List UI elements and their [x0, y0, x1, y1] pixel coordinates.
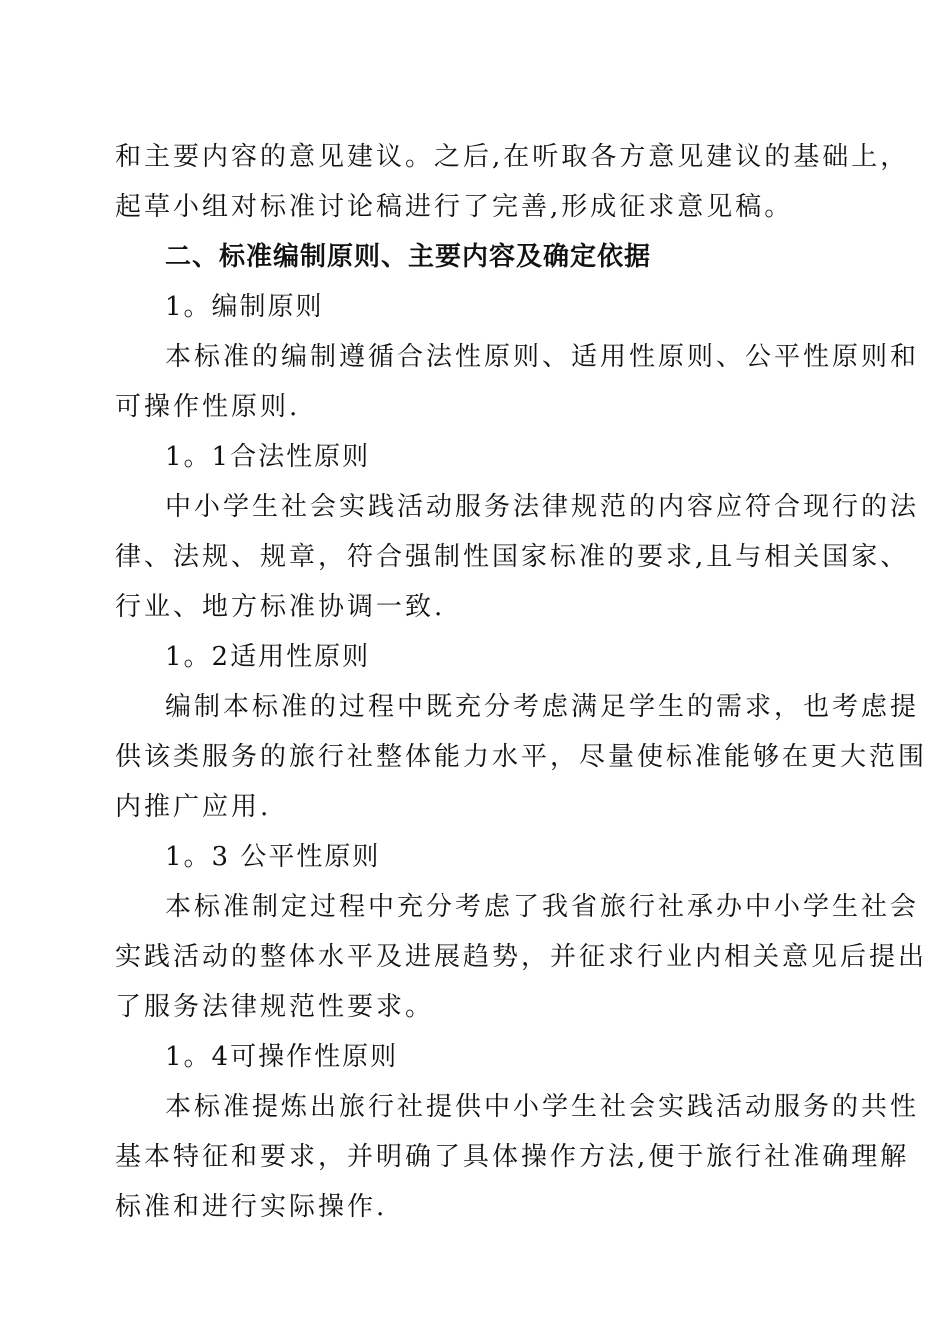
- subsection-heading: 1。编制原则: [165, 292, 324, 322]
- body-text-line: 内推广应用.: [115, 792, 272, 822]
- body-text-line: 中小学生社会实践活动服务法律规范的内容应符合现行的法: [165, 492, 920, 522]
- subsection-heading: 1。1合法性原则: [165, 442, 371, 472]
- body-text-line: 和主要内容的意见建议。之后,在听取各方意见建议的基础上，: [115, 142, 910, 172]
- body-text-line: 本标准提炼出旅行社提供中小学生社会实践活动服务的共性: [165, 1092, 920, 1122]
- section-heading: 二、标准编制原则、主要内容及确定依据: [165, 242, 652, 272]
- subsection-heading: 1。2适用性原则: [165, 642, 371, 672]
- body-text-line: 基本特征和要求，并明确了具体操作方法,便于旅行社准确理解: [115, 1142, 910, 1172]
- body-text-line: 本标准制定过程中充分考虑了我省旅行社承办中小学生社会: [165, 892, 920, 922]
- body-text-line: 律、法规、规章，符合强制性国家标准的要求,且与相关国家、: [115, 542, 910, 572]
- body-text-line: 编制本标准的过程中既充分考虑满足学生的需求，也考虑提: [165, 692, 920, 722]
- subsection-heading: 1。3 公平性原则: [165, 842, 381, 872]
- body-text-line: 标准和进行实际操作.: [115, 1192, 388, 1222]
- body-text-line: 可操作性原则.: [115, 392, 301, 422]
- subsection-heading: 1。4可操作性原则: [165, 1042, 399, 1072]
- body-text-line: 实践活动的整体水平及进展趋势，并征求行业内相关意见后提出: [115, 942, 928, 972]
- body-text-line: 供该类服务的旅行社整体能力水平，尽量使标准能够在更大范围: [115, 742, 928, 772]
- body-text-line: 了服务法律规范性要求。: [115, 992, 435, 1022]
- body-text-line: 本标准的编制遵循合法性原则、适用性原则、公平性原则和: [165, 342, 920, 372]
- body-text-line: 行业、地方标准协调一致.: [115, 592, 446, 622]
- body-text-line: 起草小组对标准讨论稿进行了完善,形成征求意见稿。: [115, 192, 794, 222]
